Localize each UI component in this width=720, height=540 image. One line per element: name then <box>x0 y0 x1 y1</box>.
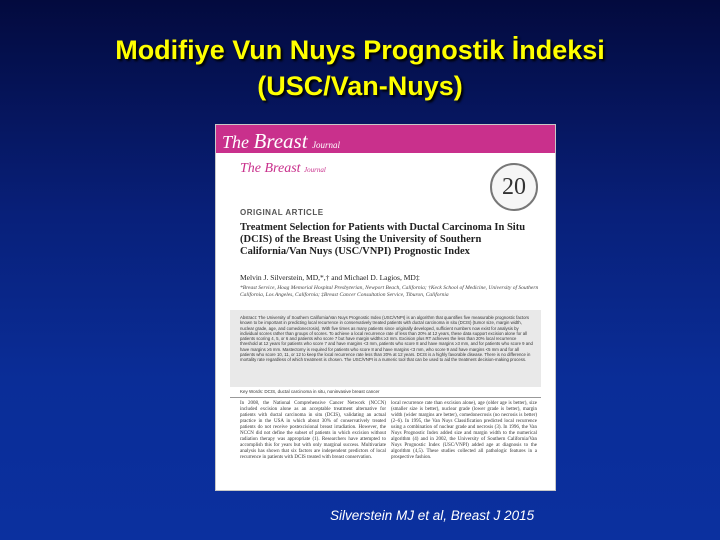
journal-logo <box>222 129 340 154</box>
inner-journal-logo <box>240 161 326 177</box>
anniversary-seal-icon <box>490 163 538 211</box>
journal-logo-the: The <box>222 132 249 152</box>
body-column-left: In 2008, the National Comprehensive Cancer Network (NCCN) included excision alone as an acceptable treatment alternative for patients with ductal carcinoma in situ (DCIS), validating an actual practice in the USA in which about 30% of conservatively treated patients do not receive postexcisional breast irradiation. However, the NCCN did not define the subset of patients in which excision without radiation therapy was appropriate (1). Researchers have attempted to accomplish this for years but with only marginal success. Multivariate analysis has shown that six factors are independent predictors of local recurrence in patients with DCIS treated with breast conservation. <box>240 401 386 460</box>
article-affiliations: *Breast Service, Hoag Memorial Hospital Presbyterian, Newport Beach, California; †Keck School of Medicine, University of Southern California, Los Angeles, California; ‡Breast Cancer Consultation Service, Tiburon, California <box>240 285 539 298</box>
inner-logo-breast: Breast <box>264 161 301 176</box>
article-title: Treatment Selection for Patients with Ductal Carcinoma In Situ (DCIS) of the Breast Using the University of Southern California/Van Nuys (USC/VNPI) Prognostic Index <box>240 222 526 257</box>
journal-article-image <box>215 124 556 491</box>
journal-logo-journal: Journal <box>312 140 341 150</box>
article-authors: Melvin J. Silverstein, MD,*,† and Michael D. Lagios, MD‡ <box>240 273 420 282</box>
body-column-right: local recurrence rate than excision alone), age (older age is better), size (smaller size is better), nuclear grade (lower grade is better), margin width (wider margins are better), comedonecrosis (no necrosis is better) (2–6). In 1995, the Van Nuys Classification predicted local recurrence using a combination of nuclear grade and necrosis (3). In 1996, the Van Nuys Prognostic Index added size and margin width to the numerical algorithm (4) and in 2002, the University of Southern California/Van Nuys Prognostic Index (USC/VNPI) added age at diagnosis to the algorithm (4,5). These studies collected all pathologic features in a prospective fashion. <box>391 401 537 460</box>
slide-title-line1: Modifiye Vun Nuys Prognostik İndeksi <box>115 35 605 65</box>
article-section: ORIGINAL ARTICLE <box>240 208 324 217</box>
divider <box>230 397 541 398</box>
keywords: Key Words: DCIS, ductal carcinoma in situ, noninvasive breast cancer <box>240 389 380 394</box>
slide-title <box>0 32 720 104</box>
slide-title-line2: (USC/Van-Nuys) <box>257 71 463 101</box>
journal-banner <box>216 125 555 153</box>
citation: Silverstein MJ et al, Breast J 2015 <box>330 508 535 523</box>
journal-logo-breast: Breast <box>253 129 308 153</box>
anniversary-number: 20 <box>502 174 526 200</box>
abstract-text: Abstract: The University of Southern California/Van Nuys Prognostic Index (USC/VNPI) is an algorithm that quantifies five measurable prognostic factors known to be important in predicting local recurrence in conservatively treated patients with ductal carcinoma in situ (DCIS) (tumor size, margin width, nuclear grade, age, and comedonecrosis). With five times as many patients since originally developed, sufficient numbers now exist for analysis by individual scores rather than groups of scores. To achieve a local recurrence rate of less than 20% at 12 years, these data support excision alone for all patients scoring 4, 5, or 6 and patients who score 7 but have margin widths ≥3 mm. Excision plus RT achieves the less than 20% local recurrence threshold at 12 years for patients who score 7 and have margins <3 mm, patients who score 8 and have margins ≥3 mm, and for patients who score 9 and have margins ≥5 mm. Mastectomy is required for patients who score 8 and have margins <3 mm, who score 9 and have margins <5 mm and for all patients who score 10, 11, or 12 to keep the local recurrence rate less than 20% at 12 years. DCIS is a highly favorable disease. There is no difference in mortality rate regardless of which treatment is chosen. The USC/VNPI is a numeric tool that can be used to aid the treatment decision-making process. <box>240 315 533 363</box>
inner-logo-journal: Journal <box>304 166 326 174</box>
inner-logo-the: The <box>240 161 261 176</box>
abstract-box <box>230 310 541 387</box>
